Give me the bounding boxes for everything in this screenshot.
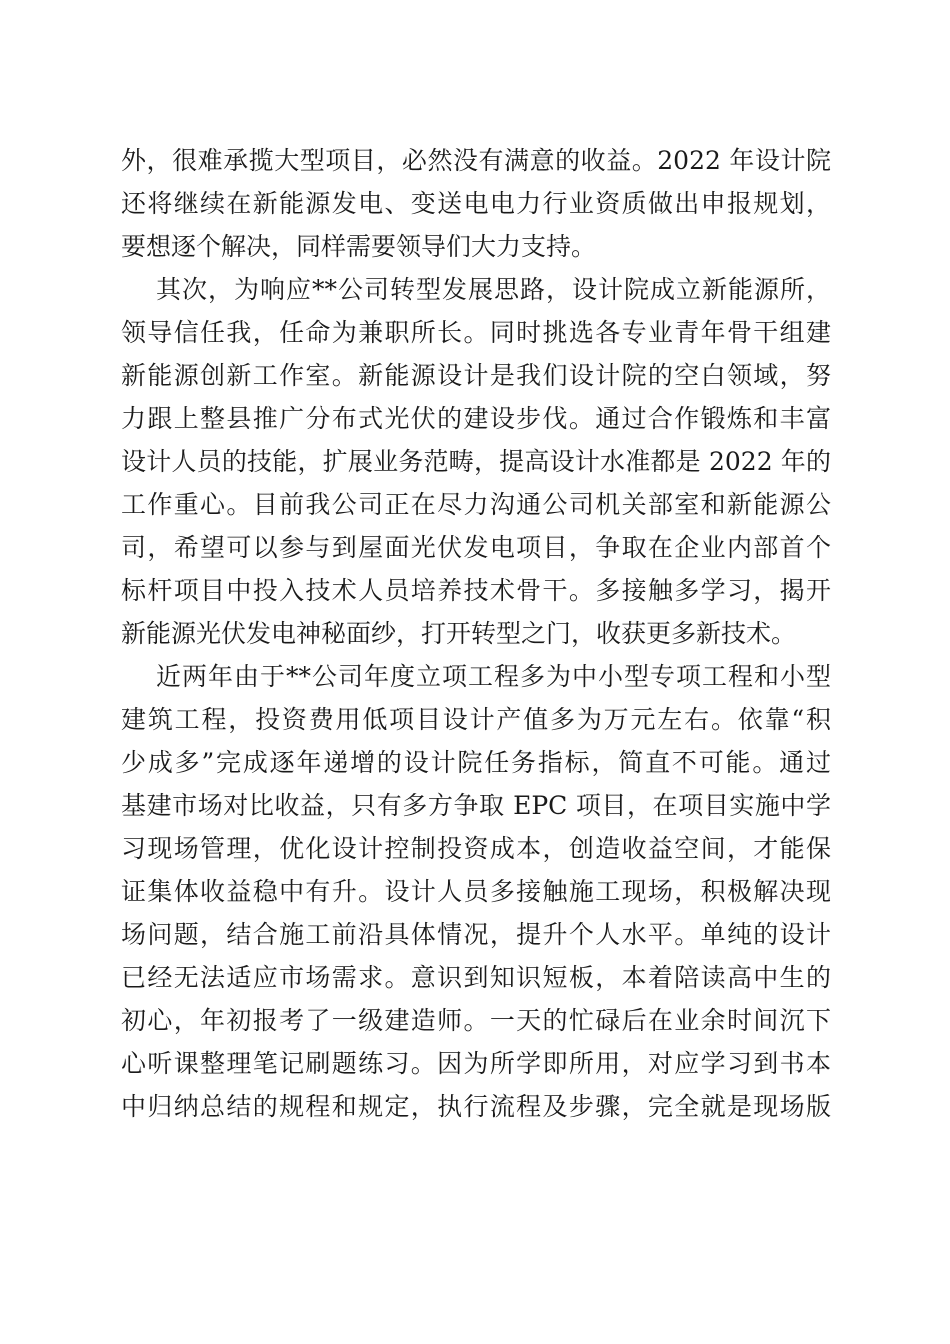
text-line: 标杆项目中投入技术人员培养技术骨干。多接触多学习，揭开	[121, 576, 831, 605]
paragraph-first-line: 其次，为响应**公司转型发展思路，设计院成立新能源所，	[156, 275, 831, 304]
text-line: 证集体收益稳中有升。设计人员多接触施工现场，积极解决现	[121, 877, 831, 906]
text-line: 习现场管理，优化设计控制投资成本，创造收益空间，才能保	[121, 834, 831, 863]
text-line: 中归纳总结的规程和规定，执行流程及步骤，完全就是现场版	[121, 1092, 831, 1121]
text-line: 要想逐个解决，同样需要领导们大力支持。	[121, 232, 597, 261]
text-line: 建筑工程，投资费用低项目设计产值多为万元左右。依靠“积	[121, 705, 831, 734]
text-line: 还将继续在新能源发电、变送电电力行业资质做出申报规划，	[121, 189, 831, 218]
paragraph-first-line: 近两年由于**公司年度立项工程多为中小型专项工程和小型	[156, 662, 831, 691]
text-line: 场问题，结合施工前沿具体情况，提升个人水平。单纯的设计	[121, 920, 831, 949]
text-line: 司，希望可以参与到屋面光伏发电项目，争取在企业内部首个	[121, 533, 831, 562]
text-line: 领导信任我，任命为兼职所长。同时挑选各专业青年骨干组建	[121, 318, 831, 347]
text-line: 力跟上整县推广分布式光伏的建设步伐。通过合作锻炼和丰富	[121, 404, 831, 433]
text-line: 外，很难承揽大型项目，必然没有满意的收益。2022 年设计院	[121, 146, 831, 175]
text-line: 工作重心。目前我公司正在尽力沟通公司机关部室和新能源公	[121, 490, 831, 519]
text-line: 设计人员的技能，扩展业务范畴，提高设计水准都是 2022 年的	[121, 447, 831, 476]
text-line: 新能源创新工作室。新能源设计是我们设计院的空白领域，努	[121, 361, 831, 390]
text-line: 基建市场对比收益，只有多方争取 EPC 项目，在项目实施中学	[121, 791, 831, 820]
text-line: 心听课整理笔记刷题练习。因为所学即所用，对应学习到书本	[121, 1049, 831, 1078]
text-line: 已经无法适应市场需求。意识到知识短板，本着陪读高中生的	[121, 963, 831, 992]
text-line: 初心，年初报考了一级建造师。一天的忙碌后在业余时间沉下	[121, 1006, 831, 1035]
text-line: 少成多”完成逐年递增的设计院任务指标，简直不可能。通过	[121, 748, 831, 777]
text-line: 新能源光伏发电神秘面纱，打开转型之门，收获更多新技术。	[121, 619, 797, 648]
